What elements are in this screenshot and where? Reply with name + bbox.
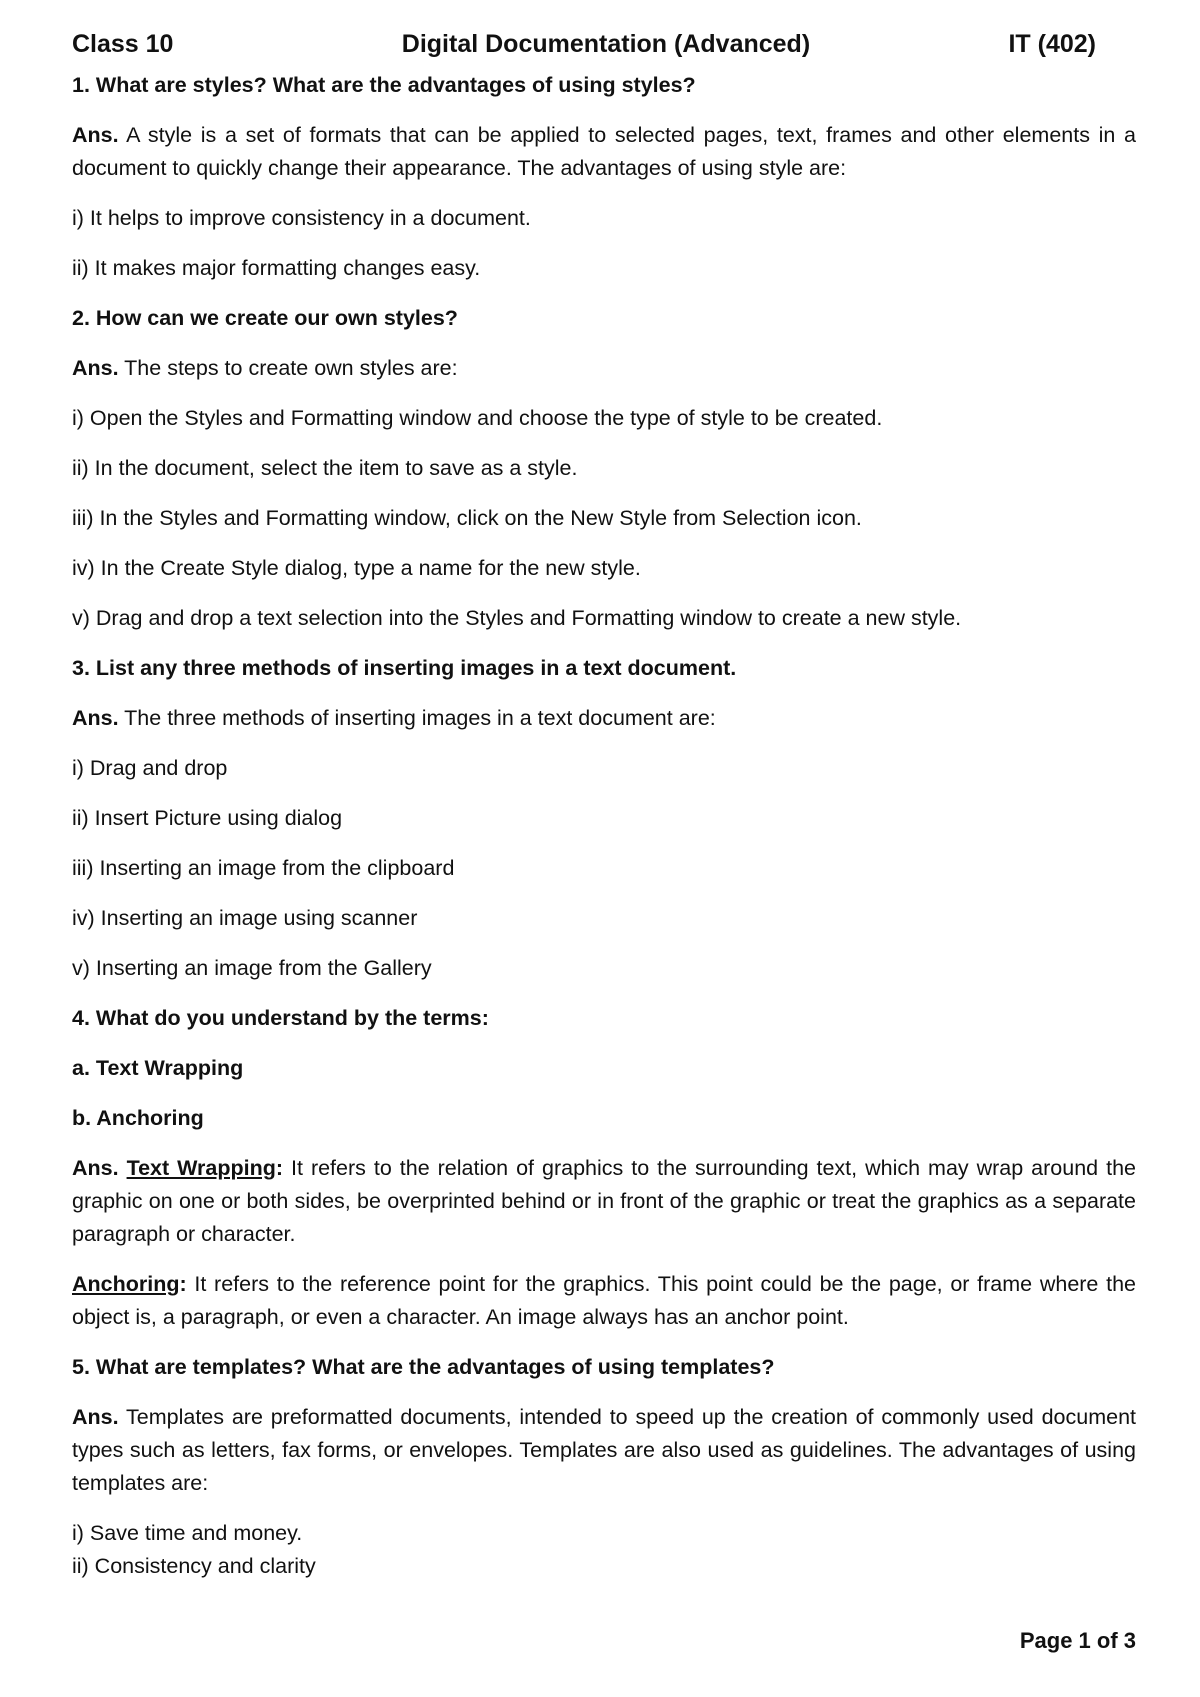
document-title: Digital Documentation (Advanced): [401, 30, 811, 58]
answer-3-point-4: iv) Inserting an image using scanner: [72, 906, 418, 930]
document-body: [72, 69, 1136, 1583]
answer-2-text: The steps to create own styles are:: [118, 356, 458, 380]
answer-2-point-4: iv) In the Create Style dialog, type a name for the new style.: [72, 556, 641, 580]
answer-3-text: The three methods of inserting images in a text document are:: [118, 706, 716, 730]
answer-1-text: A style is a set of formats that can be applied to selected pages, text, frames and other elements in a document to quickly change their appearance. The advantages of using style are:: [72, 123, 1136, 180]
question-1: 1. What are styles? What are the advantages of using styles?: [72, 73, 696, 97]
ans-label: Ans.: [72, 1156, 119, 1180]
question-3: 3. List any three methods of inserting images in a text document.: [72, 656, 737, 680]
ans-label: Ans.: [72, 123, 119, 147]
class-label: Class 10: [72, 30, 174, 58]
question-4: 4. What do you understand by the terms:: [72, 1006, 489, 1030]
answer-4-term-2: Anchoring: It refers to the reference point for the graphics. This point could be the page, or frame where the object is, a paragraph, or even a character. An image always has an anchor point.: [72, 1272, 1136, 1329]
answer-3-point-1: i) Drag and drop: [72, 756, 228, 780]
answer-2-point-1: i) Open the Styles and Formatting window and choose the type of style to be created.: [72, 406, 883, 430]
question-2: 2. How can we create our own styles?: [72, 306, 458, 330]
answer-5-text: Templates are preformatted documents, intended to speed up the creation of commonly used document types such as letters, fax forms, or envelopes. Templates are also used as guidelines. The advantages of using templates are:: [72, 1405, 1136, 1495]
subject-code: IT (402): [1008, 30, 1096, 58]
question-4-sub-a: a. Text Wrapping: [72, 1056, 244, 1080]
answer-3-point-3: iii) Inserting an image from the clipboard: [72, 856, 455, 880]
term-text-wrapping: Text Wrapping: [126, 1156, 276, 1180]
answer-2-point-3: iii) In the Styles and Formatting window, click on the New Style from Selection icon.: [72, 506, 862, 530]
ans-label: Ans.: [72, 706, 119, 730]
ans-label: Ans.: [72, 1405, 119, 1429]
answer-3: [72, 702, 1136, 735]
question-4-sub-b: b. Anchoring: [72, 1106, 204, 1130]
page-number: Page 1 of 3: [1019, 1628, 1136, 1653]
page-header: [72, 30, 1136, 59]
term-anchoring: Anchoring: [72, 1272, 180, 1296]
answer-2-point-5: v) Drag and drop a text selection into the Styles and Formatting window to create a new style.: [72, 606, 962, 630]
question-5: 5. What are templates? What are the advantages of using templates?: [72, 1355, 775, 1379]
answer-1-point-1: i) It helps to improve consistency in a document.: [72, 206, 531, 230]
answer-3-point-2: ii) Insert Picture using dialog: [72, 806, 343, 830]
answer-5-point-1: i) Save time and money.: [72, 1521, 303, 1545]
answer-2: [72, 352, 1136, 385]
ans-label: Ans.: [72, 356, 119, 380]
answer-2-point-2: ii) In the document, select the item to save as a style.: [72, 456, 578, 480]
answer-1-point-2: ii) It makes major formatting changes easy.: [72, 256, 481, 280]
answer-1: [72, 119, 1136, 185]
answer-5: [72, 1401, 1136, 1500]
answer-5-point-2: ii) Consistency and clarity: [72, 1554, 316, 1578]
term-text-wrapping-definition: It refers to the relation of graphics to the surrounding text, which may wrap around the graphic on one or both sides, be overprinted behind or in front of the graphic or treat the graphics as a separate paragraph or character.: [72, 1156, 1136, 1246]
answer-4-term-1: Ans. Text Wrapping: It refers to the relation of graphics to the surrounding text, which may wrap around the graphic on one or both sides, be overprinted behind or in front of the graphic or treat the graphics as a separate paragraph or character.: [72, 1156, 1136, 1246]
answer-3-point-5: v) Inserting an image from the Gallery: [72, 956, 432, 980]
term-anchoring-definition: It refers to the reference point for the graphics. This point could be the page, or frame where the object is, a paragraph, or even a character. An image always has an anchor point.: [72, 1272, 1136, 1329]
